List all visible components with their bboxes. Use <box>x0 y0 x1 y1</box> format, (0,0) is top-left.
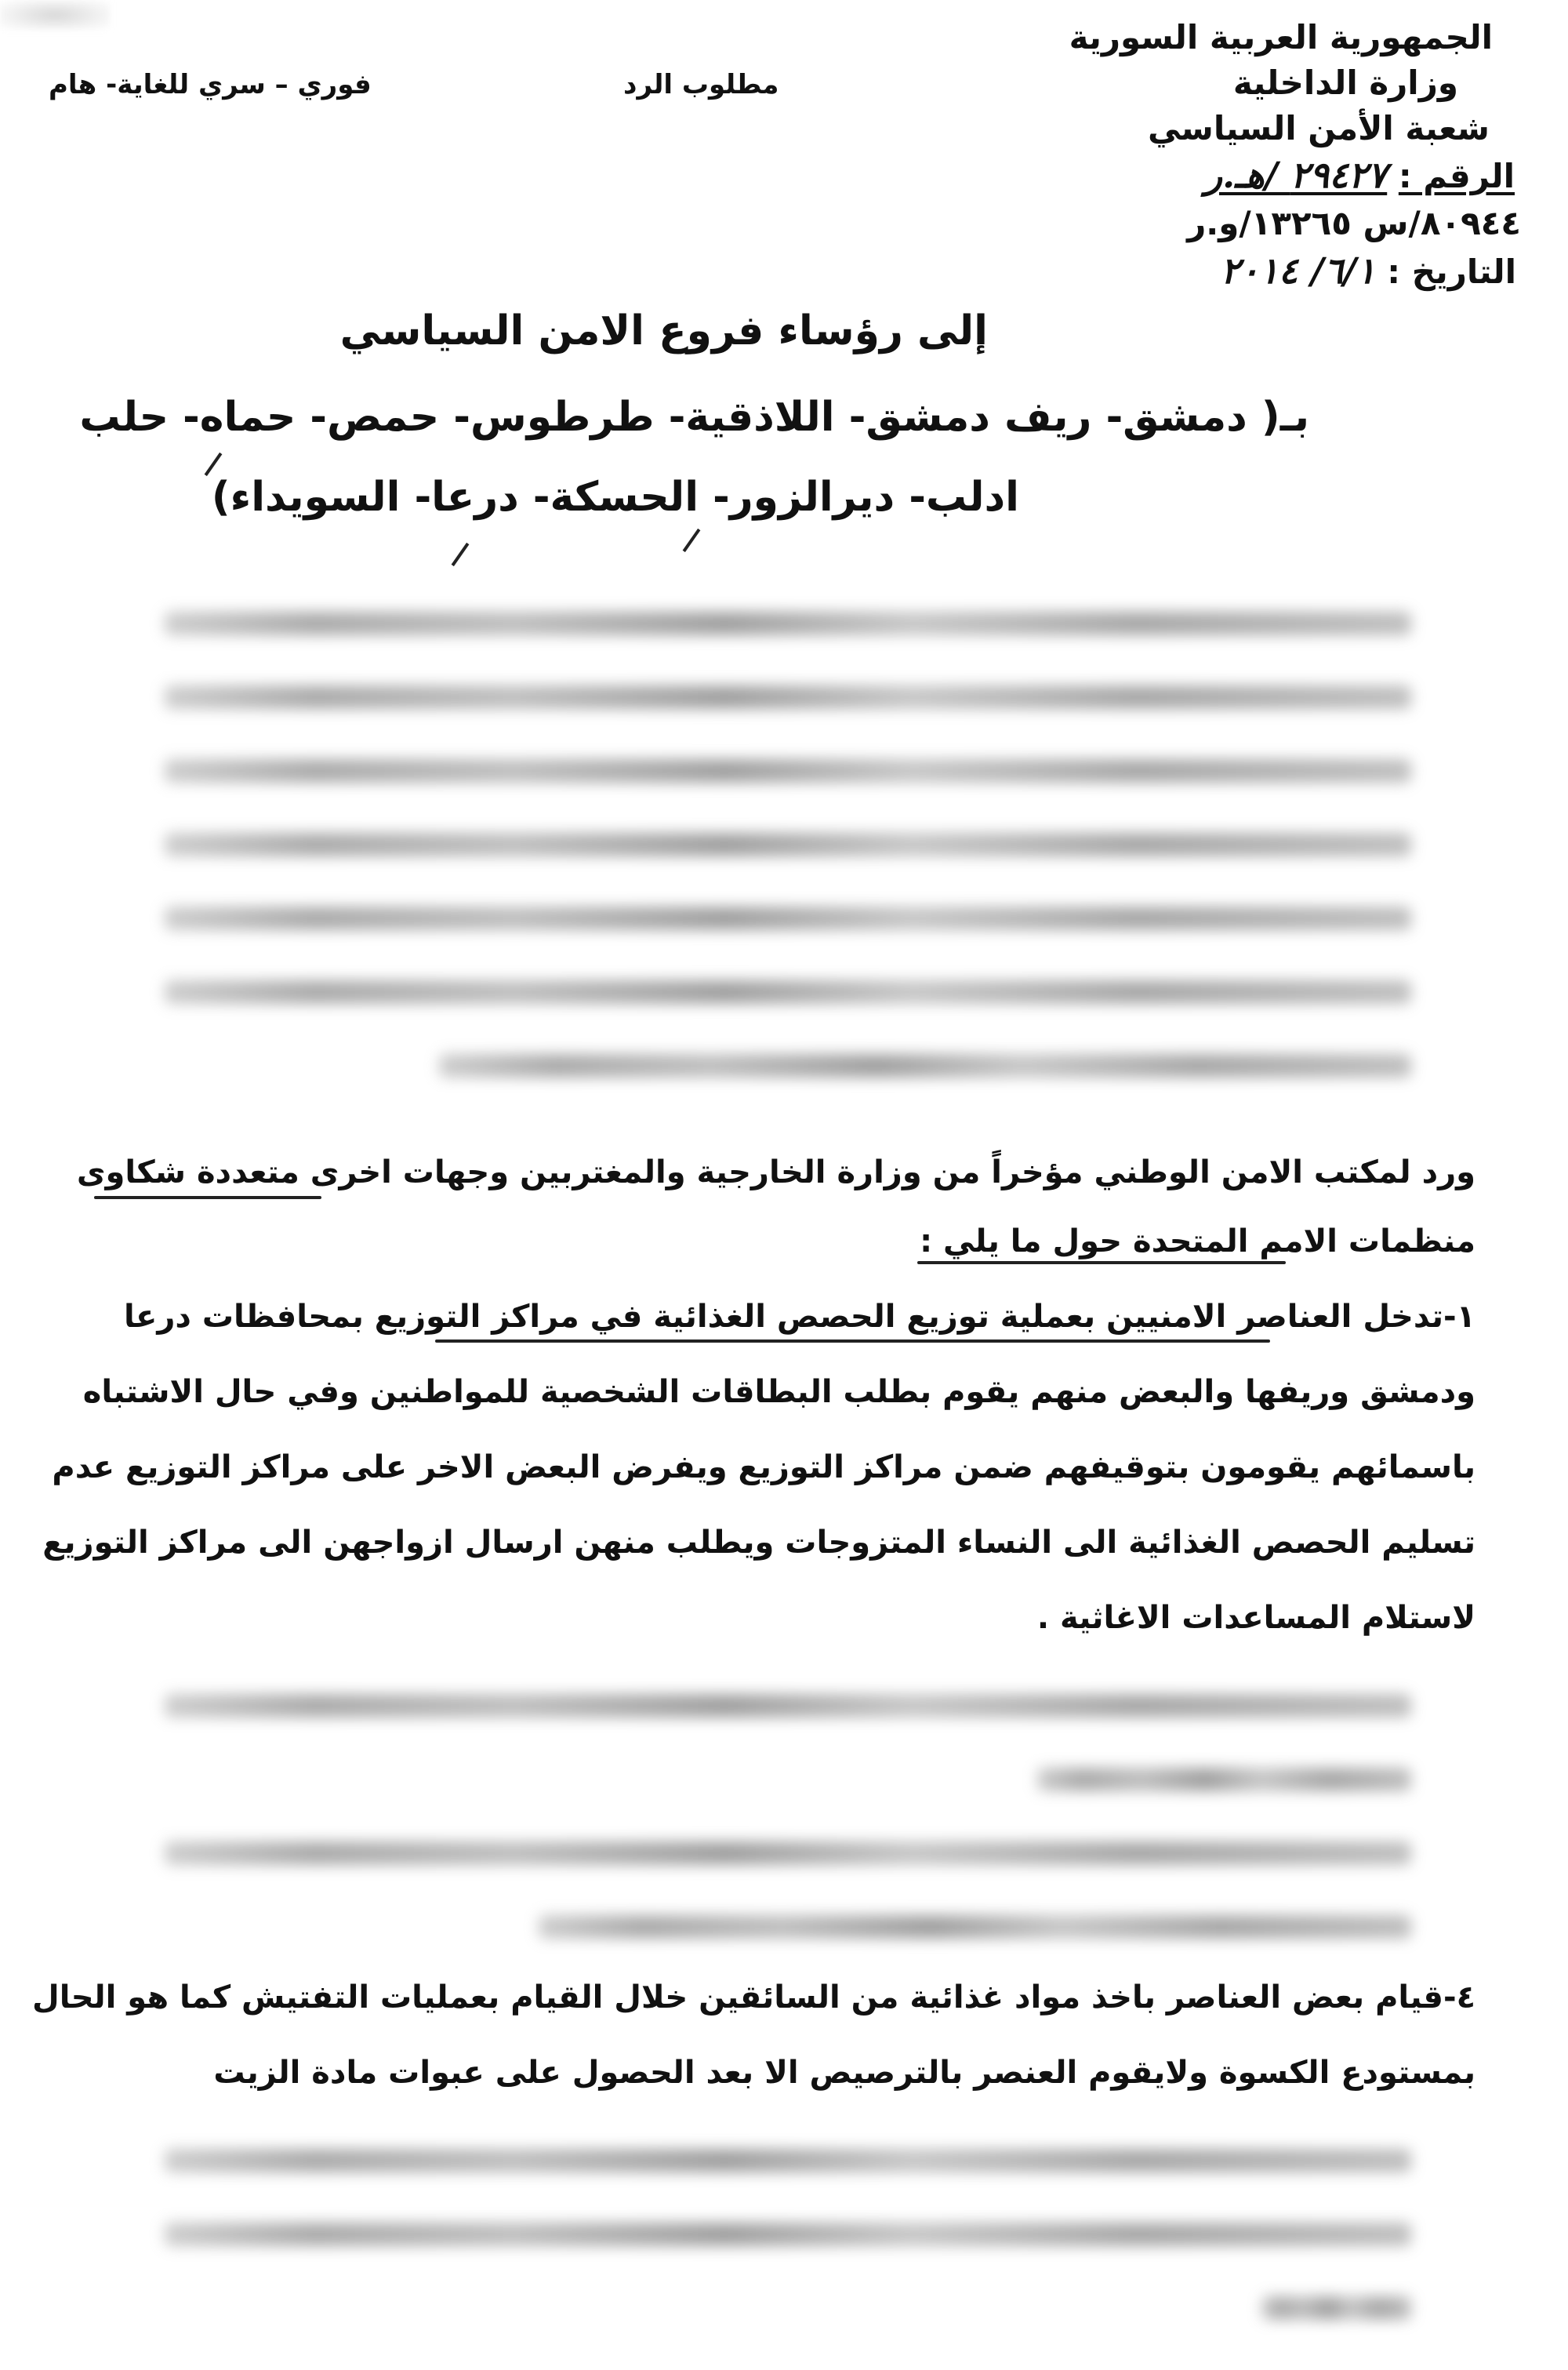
date-line <box>1221 249 1516 292</box>
date-value: ٦/١/ ٢٠١٤ <box>1220 249 1376 292</box>
republic-heading: الجمهورية العربية السورية <box>1069 18 1493 56</box>
classification-urgency: فوري – سري للغاية- هام <box>49 69 372 100</box>
handwritten-underline <box>94 1196 321 1199</box>
ministry-heading: وزارة الداخلية <box>1232 64 1458 102</box>
reply-required-note: مطلوب الرد <box>623 69 779 100</box>
handwritten-tick <box>683 529 701 552</box>
addressee-title: إلى رؤساء فروع الامن السياسي <box>339 307 988 354</box>
item1-line-2: ودمشق وريفها والبعض منهم يقوم بطلب البطاقات الشخصية للمواطنين وفي حال الاشتباه <box>82 1374 1475 1410</box>
addressee-cities-line1: بـ( دمشق- ريف دمشق- اللاذقية- طرطوس- حمص- حماه- حلب <box>79 394 1309 441</box>
redacted-block <box>165 612 1411 1128</box>
item1-line-4: تسليم الحصص الغذائية الى النساء المتزوجات ويطلب منهن ارسال ازواجهن الى مراكز التوزيع <box>42 1525 1475 1561</box>
handwritten-tick <box>452 543 470 566</box>
reference-line <box>1205 154 1515 196</box>
redacted-block <box>165 2149 1411 2370</box>
handwritten-tick <box>205 453 223 476</box>
intro-line-2: منظمات الامم المتحدة حول ما يلي : <box>920 1223 1475 1260</box>
redacted-block <box>165 1694 1411 1989</box>
addressee-cities-line2: ادلب- ديرالزور- الحسكة- درعا- السويداء) <box>211 474 1019 521</box>
item4-line-2: بمستودع الكسوة ولايقوم العنصر بالترصيص الا بعد الحصول على عبوات مادة الزيت <box>213 2055 1475 2091</box>
item4-line-1: ٤-قيام بعض العناصر باخذ مواد غذائية من السائقين خلال القيام بعمليات التفتيش كما هو الحال <box>32 1979 1475 2016</box>
handwritten-underline <box>435 1339 1270 1343</box>
item1-line-3: باسمائهم يقومون بتوقيفهم ضمن مراكز التوزيع ويفرض البعض الاخر على مراكز التوزيع عدم <box>52 1449 1475 1485</box>
item1-line-1: ١-تدخل العناصر الامنيين بعملية توزيع الحصص الغذائية في مراكز التوزيع بمحافظات درعا <box>124 1299 1475 1335</box>
scan-artifact <box>0 0 110 30</box>
reference-label: الرقم : <box>1398 157 1515 195</box>
item1-line-5: لاستلام المساعدات الاغاثية . <box>1036 1600 1475 1636</box>
date-label: التاريخ : <box>1387 253 1516 291</box>
secondary-reference: ٨٠٩٤٤/س ١٣٢٦٥/و.ر <box>1187 204 1521 242</box>
intro-line-1: ورد لمكتب الامن الوطني مؤخراً من وزارة الخارجية والمغتربين وجهات اخرى متعددة شكاوى <box>76 1154 1475 1190</box>
division-heading: شعبة الأمن السياسي <box>1148 109 1490 147</box>
reference-value: ٢٩٤٢٧ /هـ.ر <box>1204 154 1388 196</box>
handwritten-underline <box>917 1261 1286 1264</box>
